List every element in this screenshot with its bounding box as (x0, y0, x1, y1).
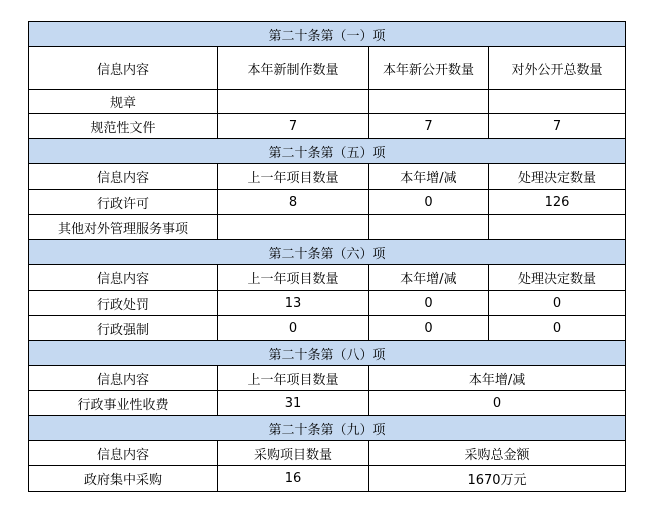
column-header: 对外公开总数量 (489, 47, 626, 90)
column-header: 本年新公开数量 (369, 47, 489, 90)
table-row (29, 291, 626, 316)
table-cell: 126 (489, 190, 626, 215)
column-header: 上一年项目数量 (218, 265, 369, 291)
table-cell (218, 90, 369, 114)
table-row (29, 466, 626, 492)
table-cell: 13 (218, 291, 369, 316)
table-cell: 0 (489, 291, 626, 316)
section-header-row (29, 240, 626, 265)
section-header-row (29, 139, 626, 164)
table-row (29, 190, 626, 215)
row-label: 规范性文件 (29, 114, 218, 139)
table-cell (218, 215, 369, 240)
table-cell: 0 (489, 316, 626, 341)
section-header-row (29, 341, 626, 366)
row-label: 规章 (29, 90, 218, 114)
column-header: 本年新制作数量 (218, 47, 369, 90)
table-row (29, 90, 626, 114)
table-cell: 0 (369, 391, 626, 416)
disclosure-stats-table (28, 21, 626, 492)
table-cell: 7 (369, 114, 489, 139)
section-title: 第二十条第（六）项 (29, 240, 626, 265)
column-header-row (29, 441, 626, 466)
section-header-row (29, 416, 626, 441)
column-header-row (29, 164, 626, 190)
column-header-row (29, 366, 626, 391)
table-cell: 0 (369, 190, 489, 215)
row-label: 政府集中采购 (29, 466, 218, 492)
table-cell: 0 (369, 316, 489, 341)
column-header: 本年增/减 (369, 164, 489, 190)
table-cell: 8 (218, 190, 369, 215)
section-title: 第二十条第（五）项 (29, 139, 626, 164)
table-row (29, 114, 626, 139)
section-header-row (29, 22, 626, 47)
column-header: 采购总金额 (369, 441, 626, 466)
column-header: 上一年项目数量 (218, 366, 369, 391)
column-header: 处理决定数量 (489, 265, 626, 291)
column-header: 本年增/减 (369, 265, 489, 291)
column-header: 上一年项目数量 (218, 164, 369, 190)
section-title: 第二十条第（一）项 (29, 22, 626, 47)
column-header: 信息内容 (29, 47, 218, 90)
table-cell (489, 90, 626, 114)
table-cell: 31 (218, 391, 369, 416)
row-label: 行政许可 (29, 190, 218, 215)
table-cell: 7 (489, 114, 626, 139)
column-header: 信息内容 (29, 265, 218, 291)
column-header: 处理决定数量 (489, 164, 626, 190)
row-label: 行政强制 (29, 316, 218, 341)
table-cell (369, 90, 489, 114)
column-header: 信息内容 (29, 366, 218, 391)
table-row (29, 316, 626, 341)
column-header: 信息内容 (29, 164, 218, 190)
table-row (29, 391, 626, 416)
column-header: 采购项目数量 (218, 441, 369, 466)
row-label: 行政处罚 (29, 291, 218, 316)
column-header: 本年增/减 (369, 366, 626, 391)
section-title: 第二十条第（九）项 (29, 416, 626, 441)
table-cell: 16 (218, 466, 369, 492)
table-cell: 0 (218, 316, 369, 341)
section-title: 第二十条第（八）项 (29, 341, 626, 366)
row-label: 其他对外管理服务事项 (29, 215, 218, 240)
table-cell: 0 (369, 291, 489, 316)
row-label: 行政事业性收费 (29, 391, 218, 416)
column-header-row (29, 265, 626, 291)
table-cell: 7 (218, 114, 369, 139)
table-cell (489, 215, 626, 240)
column-header: 信息内容 (29, 441, 218, 466)
table-row (29, 215, 626, 240)
table-cell (369, 215, 489, 240)
table-cell: 1670万元 (369, 466, 626, 492)
column-header-row (29, 47, 626, 90)
